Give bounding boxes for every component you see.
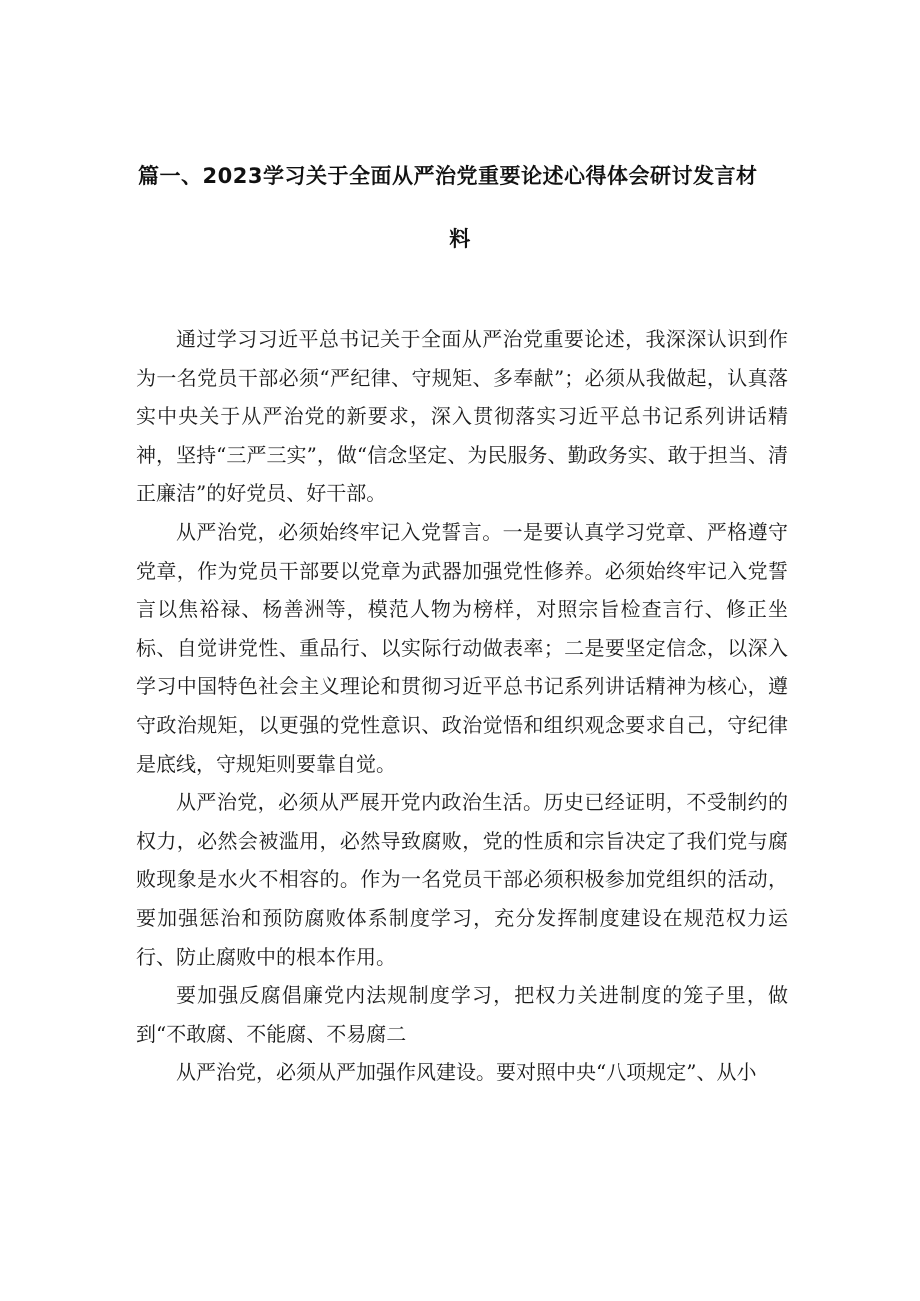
paragraph-5: 从严治党，必须从严加强作风建设。要对照中央“八项规定”、从小 bbox=[176, 1060, 757, 1085]
paragraph-3: 从严治党，必须从严展开党内政治生活。历史已经证明，不受制约的权力，必然会被滥用，必然导致腐败，党的性质和宗旨决定了我们党与腐败现象是水火不相容的。作为一名党员干部必须积极参加党组织的活动，要加强惩治和预防腐败体系制度学习，充分发挥制度建设在规范权力运行、防止腐败中的根本作用。 bbox=[136, 790, 788, 969]
document-title-line-1: 篇一、2023学习关于全面从严治党重要论述心得体会研讨发言材 bbox=[138, 164, 758, 188]
document-body bbox=[136, 320, 788, 1092]
document-title-line-2: 料 bbox=[449, 227, 471, 251]
paragraph-2: 从严治党，必须始终牢记入党誓言。一是要认真学习党章、严格遵守党章，作为党员干部要以党章为武器加强党性修养。必须始终牢记入党誓言以焦裕禄、杨善洲等，模范人物为榜样，对照宗旨检查言行、修正坐标、自觉讲党性、重品行、以实际行动做表率；二是要坚定信念，以深入学习中国特色社会主义理论和贯彻习近平总书记系列讲话精神为核心，遵守政治规矩，以更强的党性意识、政治觉悟和组织观念要求自己，守纪律是底线，守规矩则要靠自觉。 bbox=[136, 519, 788, 776]
paragraph-1: 通过学习习近平总书记关于全面从严治党重要论述，我深深认识到作为一名党员干部必须“严纪律、守规矩、多奉献”；必须从我做起，认真落实中央关于从严治党的新要求，深入贯彻落实习近平总书记系列讲话精神，坚持“三严三实”，做“信念坚定、为民服务、勤政务实、敢于担当、清正廉洁”的好党员、好干部。 bbox=[136, 327, 788, 506]
paragraph-4: 要加强反腐倡廉党内法规制度学习，把权力关进制度的笼子里，做到“不敢腐、不能腐、不易腐二 bbox=[136, 983, 788, 1046]
